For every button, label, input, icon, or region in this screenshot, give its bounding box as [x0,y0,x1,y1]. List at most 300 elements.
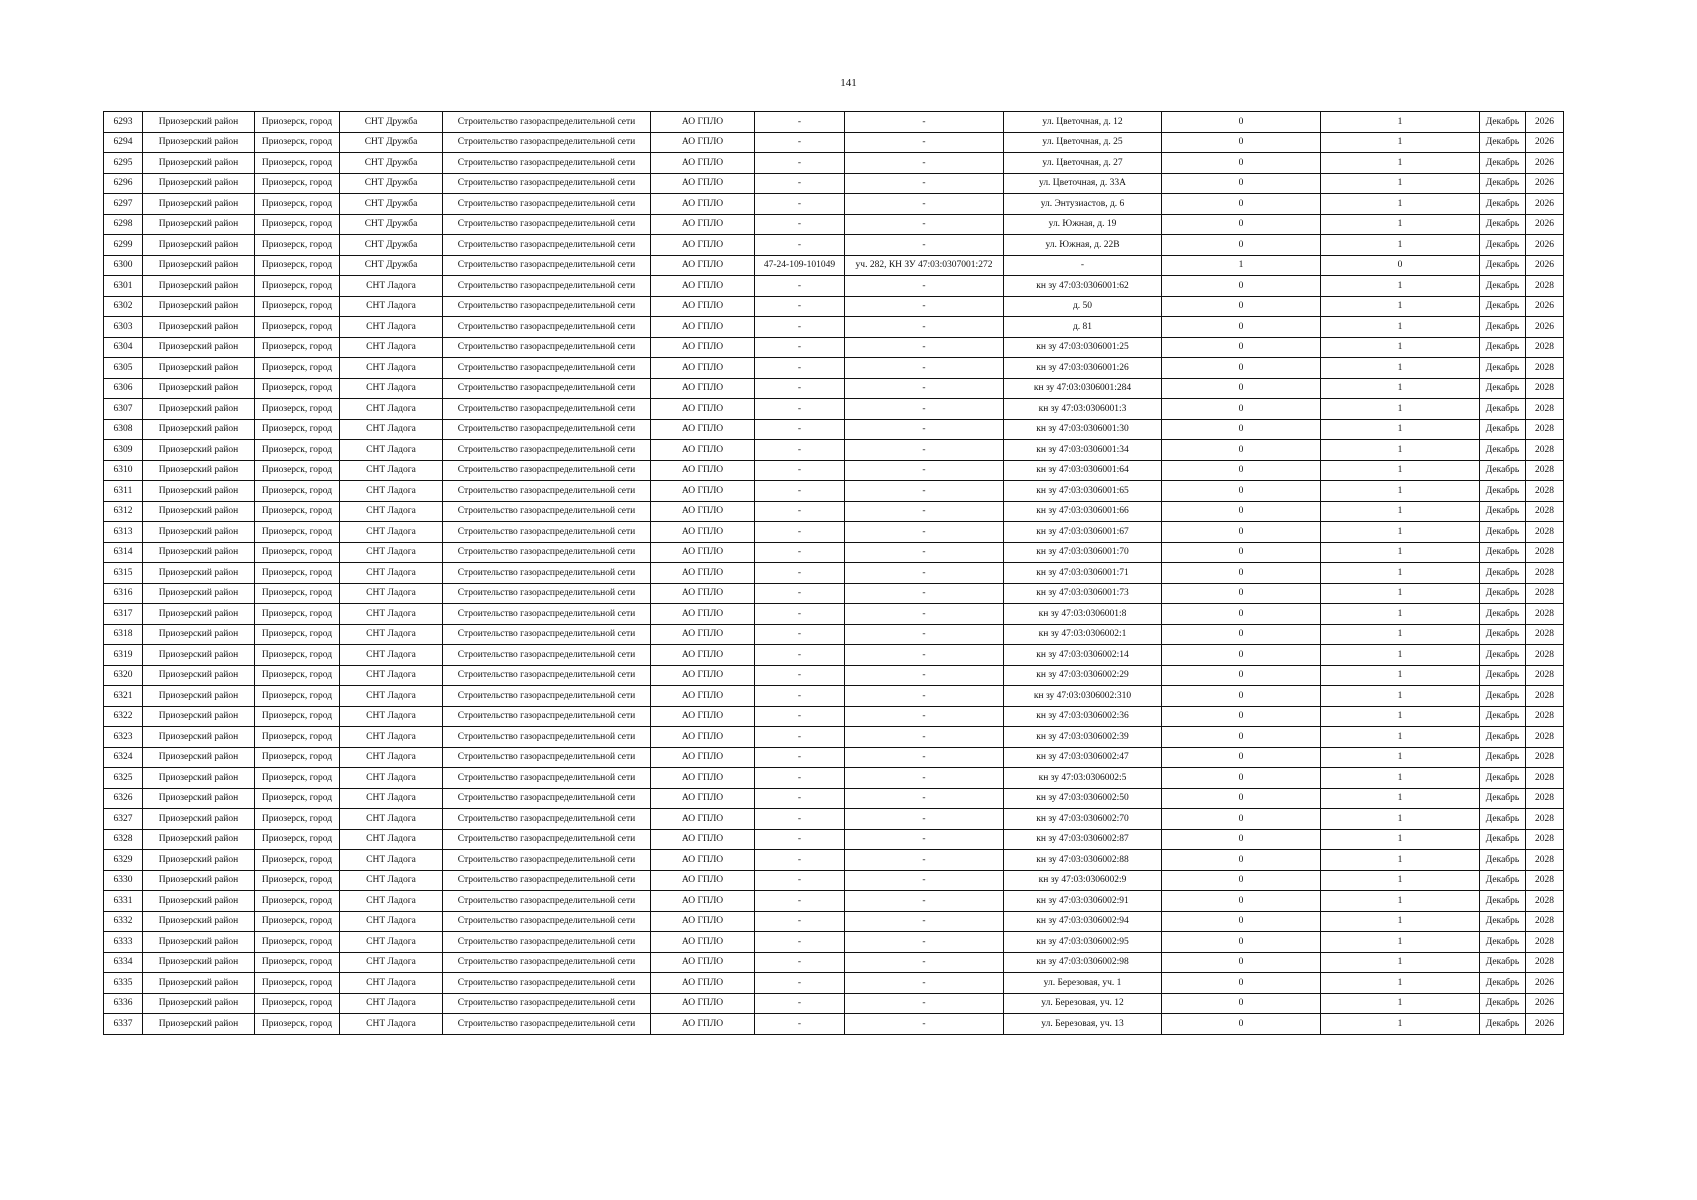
organization-cell: АО ГПЛО [651,317,755,338]
snt-cell: СНТ Ладога [340,809,443,830]
count-a-cell: 0 [1162,727,1321,748]
year-cell: 2026 [1526,235,1564,256]
row-number-cell: 6321 [104,686,143,707]
count-b-cell: 1 [1321,891,1480,912]
snt-cell: СНТ Ладога [340,604,443,625]
snt-cell: СНТ Ладога [340,440,443,461]
month-cell: Декабрь [1480,583,1526,604]
table-row [104,542,1564,563]
application-number-cell: - [755,296,845,317]
settlement-cell: Приозерск, город [255,706,340,727]
settlement-cell: Приозерск, город [255,870,340,891]
application-number-cell: - [755,112,845,133]
count-b-cell: 1 [1321,624,1480,645]
count-b-cell: 1 [1321,460,1480,481]
organization-cell: АО ГПЛО [651,563,755,584]
month-cell: Декабрь [1480,214,1526,235]
table-row [104,870,1564,891]
organization-cell: АО ГПЛО [651,829,755,850]
row-number-cell: 6318 [104,624,143,645]
month-cell: Декабрь [1480,1014,1526,1035]
row-number-cell: 6303 [104,317,143,338]
snt-cell: СНТ Дружба [340,235,443,256]
application-number-cell: - [755,911,845,932]
month-cell: Декабрь [1480,850,1526,871]
district-cell: Приозерский район [143,665,255,686]
year-cell: 2028 [1526,727,1564,748]
row-number-cell: 6336 [104,993,143,1014]
snt-cell: СНТ Ладога [340,624,443,645]
year-cell: 2028 [1526,809,1564,830]
snt-cell: СНТ Ладога [340,563,443,584]
district-cell: Приозерский район [143,522,255,543]
snt-cell: СНТ Ладога [340,891,443,912]
application-number-cell: - [755,542,845,563]
count-b-cell: 1 [1321,337,1480,358]
count-a-cell: 0 [1162,870,1321,891]
cadastral-cell: - [845,194,1004,215]
count-b-cell: 1 [1321,686,1480,707]
count-a-cell: 0 [1162,419,1321,440]
application-number-cell: - [755,153,845,174]
address-cell: кн зу 47:03:0306002:70 [1004,809,1162,830]
address-cell: кн зу 47:03:0306001:64 [1004,460,1162,481]
year-cell: 2028 [1526,542,1564,563]
month-cell: Декабрь [1480,542,1526,563]
district-cell: Приозерский район [143,973,255,994]
snt-cell: СНТ Ладога [340,768,443,789]
table-row [104,993,1564,1014]
count-a-cell: 0 [1162,932,1321,953]
application-number-cell: - [755,173,845,194]
cadastral-cell: - [845,419,1004,440]
address-cell: кн зу 47:03:0306001:65 [1004,481,1162,502]
year-cell: 2026 [1526,973,1564,994]
month-cell: Декабрь [1480,645,1526,666]
application-number-cell: - [755,624,845,645]
work-type-cell: Строительство газораспределительной сети [443,952,651,973]
district-cell: Приозерский район [143,993,255,1014]
organization-cell: АО ГПЛО [651,460,755,481]
organization-cell: АО ГПЛО [651,706,755,727]
settlement-cell: Приозерск, город [255,829,340,850]
settlement-cell: Приозерск, город [255,973,340,994]
work-type-cell: Строительство газораспределительной сети [443,727,651,748]
table-row [104,522,1564,543]
district-cell: Приозерский район [143,768,255,789]
cadastral-cell: - [845,973,1004,994]
row-number-cell: 6317 [104,604,143,625]
work-type-cell: Строительство газораспределительной сети [443,768,651,789]
organization-cell: АО ГПЛО [651,583,755,604]
district-cell: Приозерский район [143,214,255,235]
application-number-cell: - [755,132,845,153]
organization-cell: АО ГПЛО [651,686,755,707]
application-number-cell: - [755,809,845,830]
cadastral-cell: - [845,440,1004,461]
month-cell: Декабрь [1480,440,1526,461]
organization-cell: АО ГПЛО [651,481,755,502]
year-cell: 2028 [1526,358,1564,379]
cadastral-cell: - [845,952,1004,973]
cadastral-cell: - [845,317,1004,338]
application-number-cell: - [755,788,845,809]
district-cell: Приозерский район [143,440,255,461]
snt-cell: СНТ Дружба [340,194,443,215]
cadastral-cell: - [845,214,1004,235]
settlement-cell: Приозерск, город [255,809,340,830]
cadastral-cell: - [845,809,1004,830]
count-a-cell: 0 [1162,132,1321,153]
count-a-cell: 0 [1162,153,1321,174]
settlement-cell: Приозерск, город [255,645,340,666]
cadastral-cell: - [845,542,1004,563]
count-a-cell: 0 [1162,296,1321,317]
district-cell: Приозерский район [143,194,255,215]
month-cell: Декабрь [1480,153,1526,174]
work-type-cell: Строительство газораспределительной сети [443,542,651,563]
settlement-cell: Приозерск, город [255,214,340,235]
address-cell: кн зу 47:03:0306002:1 [1004,624,1162,645]
snt-cell: СНТ Ладога [340,1014,443,1035]
organization-cell: АО ГПЛО [651,173,755,194]
count-a-cell: 0 [1162,542,1321,563]
year-cell: 2028 [1526,768,1564,789]
application-number-cell: - [755,645,845,666]
address-cell: ул. Энтузиастов, д. 6 [1004,194,1162,215]
month-cell: Декабрь [1480,255,1526,276]
count-b-cell: 1 [1321,522,1480,543]
cadastral-cell: - [845,645,1004,666]
month-cell: Декабрь [1480,358,1526,379]
row-number-cell: 6293 [104,112,143,133]
district-cell: Приозерский район [143,727,255,748]
work-type-cell: Строительство газораспределительной сети [443,1014,651,1035]
district-cell: Приозерский район [143,399,255,420]
table-row [104,829,1564,850]
count-a-cell: 0 [1162,973,1321,994]
year-cell: 2028 [1526,850,1564,871]
year-cell: 2028 [1526,522,1564,543]
month-cell: Декабрь [1480,870,1526,891]
table-row [104,952,1564,973]
count-b-cell: 1 [1321,645,1480,666]
application-number-cell: - [755,440,845,461]
snt-cell: СНТ Ладога [340,522,443,543]
work-type-cell: Строительство газораспределительной сети [443,255,651,276]
address-cell: кн зу 47:03:0306001:26 [1004,358,1162,379]
snt-cell: СНТ Ладога [340,747,443,768]
count-a-cell: 0 [1162,624,1321,645]
table-row [104,788,1564,809]
district-cell: Приозерский район [143,604,255,625]
cadastral-cell: - [845,850,1004,871]
month-cell: Декабрь [1480,132,1526,153]
count-a-cell: 0 [1162,440,1321,461]
district-cell: Приозерский район [143,337,255,358]
count-a-cell: 0 [1162,481,1321,502]
address-cell: кн зу 47:03:0306002:9 [1004,870,1162,891]
cadastral-cell: - [845,870,1004,891]
work-type-cell: Строительство газораспределительной сети [443,132,651,153]
count-a-cell: 0 [1162,747,1321,768]
settlement-cell: Приозерск, город [255,522,340,543]
organization-cell: АО ГПЛО [651,973,755,994]
table-row [104,235,1564,256]
organization-cell: АО ГПЛО [651,214,755,235]
table-row [104,358,1564,379]
organization-cell: АО ГПЛО [651,850,755,871]
count-a-cell: 0 [1162,358,1321,379]
cadastral-cell: - [845,358,1004,379]
month-cell: Декабрь [1480,481,1526,502]
district-cell: Приозерский район [143,481,255,502]
work-type-cell: Строительство газораспределительной сети [443,829,651,850]
settlement-cell: Приозерск, город [255,317,340,338]
month-cell: Декабрь [1480,604,1526,625]
year-cell: 2028 [1526,378,1564,399]
settlement-cell: Приозерск, город [255,419,340,440]
organization-cell: АО ГПЛО [651,870,755,891]
settlement-cell: Приозерск, город [255,768,340,789]
district-cell: Приозерский район [143,501,255,522]
month-cell: Декабрь [1480,932,1526,953]
district-cell: Приозерский район [143,132,255,153]
count-a-cell: 0 [1162,891,1321,912]
month-cell: Декабрь [1480,419,1526,440]
settlement-cell: Приозерск, город [255,563,340,584]
table-row [104,973,1564,994]
application-number-cell: - [755,829,845,850]
organization-cell: АО ГПЛО [651,1014,755,1035]
cadastral-cell: - [845,522,1004,543]
year-cell: 2028 [1526,337,1564,358]
table-row [104,850,1564,871]
table-row [104,194,1564,215]
count-a-cell: 0 [1162,706,1321,727]
row-number-cell: 6310 [104,460,143,481]
application-number-cell: - [755,870,845,891]
settlement-cell: Приозерск, город [255,501,340,522]
work-type-cell: Строительство газораспределительной сети [443,358,651,379]
count-b-cell: 1 [1321,973,1480,994]
count-a-cell: 0 [1162,214,1321,235]
organization-cell: АО ГПЛО [651,993,755,1014]
address-cell: ул. Южная, д. 22В [1004,235,1162,256]
count-b-cell: 1 [1321,235,1480,256]
count-b-cell: 1 [1321,378,1480,399]
count-a-cell: 0 [1162,665,1321,686]
count-b-cell: 1 [1321,214,1480,235]
organization-cell: АО ГПЛО [651,522,755,543]
district-cell: Приозерский район [143,276,255,297]
work-type-cell: Строительство газораспределительной сети [443,788,651,809]
count-b-cell: 1 [1321,440,1480,461]
application-number-cell: - [755,1014,845,1035]
district-cell: Приозерский район [143,378,255,399]
count-b-cell: 1 [1321,153,1480,174]
snt-cell: СНТ Ладога [340,932,443,953]
count-b-cell: 1 [1321,870,1480,891]
district-cell: Приозерский район [143,358,255,379]
cadastral-cell: - [845,337,1004,358]
district-cell: Приозерский район [143,891,255,912]
address-cell: д. 81 [1004,317,1162,338]
year-cell: 2026 [1526,296,1564,317]
row-number-cell: 6314 [104,542,143,563]
count-a-cell: 0 [1162,112,1321,133]
application-number-cell: - [755,563,845,584]
row-number-cell: 6296 [104,173,143,194]
work-type-cell: Строительство газораспределительной сети [443,194,651,215]
district-cell: Приозерский район [143,173,255,194]
cadastral-cell: - [845,173,1004,194]
count-a-cell: 0 [1162,337,1321,358]
count-b-cell: 1 [1321,727,1480,748]
settlement-cell: Приозерск, город [255,665,340,686]
count-b-cell: 1 [1321,809,1480,830]
application-number-cell: - [755,850,845,871]
work-type-cell: Строительство газораспределительной сети [443,214,651,235]
year-cell: 2026 [1526,132,1564,153]
application-number-cell: - [755,460,845,481]
cadastral-cell: - [845,583,1004,604]
work-type-cell: Строительство газораспределительной сети [443,481,651,502]
row-number-cell: 6331 [104,891,143,912]
settlement-cell: Приозерск, город [255,481,340,502]
count-b-cell: 1 [1321,194,1480,215]
organization-cell: АО ГПЛО [651,255,755,276]
month-cell: Декабрь [1480,112,1526,133]
application-number-cell: - [755,235,845,256]
address-cell: д. 50 [1004,296,1162,317]
settlement-cell: Приозерск, город [255,132,340,153]
count-b-cell: 1 [1321,419,1480,440]
count-a-cell: 0 [1162,501,1321,522]
year-cell: 2026 [1526,173,1564,194]
count-b-cell: 1 [1321,911,1480,932]
cadastral-cell: - [845,112,1004,133]
settlement-cell: Приозерск, город [255,727,340,748]
district-cell: Приозерский район [143,706,255,727]
address-cell: кн зу 47:03:0306002:50 [1004,788,1162,809]
count-a-cell: 0 [1162,522,1321,543]
organization-cell: АО ГПЛО [651,501,755,522]
address-cell: кн зу 47:03:0306001:25 [1004,337,1162,358]
district-cell: Приозерский район [143,624,255,645]
cadastral-cell: - [845,563,1004,584]
snt-cell: СНТ Ладога [340,419,443,440]
year-cell: 2028 [1526,665,1564,686]
work-type-cell: Строительство газораспределительной сети [443,870,651,891]
application-number-cell: - [755,481,845,502]
settlement-cell: Приозерск, город [255,235,340,256]
application-number-cell: - [755,583,845,604]
work-type-cell: Строительство газораспределительной сети [443,686,651,707]
settlement-cell: Приозерск, город [255,460,340,481]
district-cell: Приозерский район [143,563,255,584]
row-number-cell: 6297 [104,194,143,215]
organization-cell: АО ГПЛО [651,132,755,153]
table-row [104,399,1564,420]
application-number-cell: - [755,378,845,399]
settlement-cell: Приозерск, город [255,399,340,420]
snt-cell: СНТ Дружба [340,255,443,276]
month-cell: Декабрь [1480,194,1526,215]
snt-cell: СНТ Ладога [340,481,443,502]
settlement-cell: Приозерск, город [255,932,340,953]
year-cell: 2028 [1526,419,1564,440]
work-type-cell: Строительство газораспределительной сети [443,809,651,830]
work-type-cell: Строительство газораспределительной сети [443,747,651,768]
application-number-cell: - [755,317,845,338]
month-cell: Декабрь [1480,563,1526,584]
work-type-cell: Строительство газораспределительной сети [443,440,651,461]
organization-cell: АО ГПЛО [651,358,755,379]
district-cell: Приозерский район [143,542,255,563]
settlement-cell: Приозерск, город [255,686,340,707]
district-cell: Приозерский район [143,932,255,953]
address-cell: кн зу 47:03:0306001:70 [1004,542,1162,563]
district-cell: Приозерский район [143,850,255,871]
table-row [104,276,1564,297]
work-type-cell: Строительство газораспределительной сети [443,563,651,584]
cadastral-cell: - [845,235,1004,256]
row-number-cell: 6294 [104,132,143,153]
work-type-cell: Строительство газораспределительной сети [443,378,651,399]
district-cell: Приозерский район [143,153,255,174]
table-row [104,645,1564,666]
snt-cell: СНТ Ладога [340,645,443,666]
year-cell: 2028 [1526,563,1564,584]
work-type-cell: Строительство газораспределительной сети [443,624,651,645]
count-a-cell: 0 [1162,173,1321,194]
cadastral-cell: - [845,829,1004,850]
work-type-cell: Строительство газораспределительной сети [443,932,651,953]
address-cell: кн зу 47:03:0306002:47 [1004,747,1162,768]
application-number-cell: - [755,337,845,358]
month-cell: Декабрь [1480,891,1526,912]
address-cell: кн зу 47:03:0306002:98 [1004,952,1162,973]
table-row [104,173,1564,194]
organization-cell: АО ГПЛО [651,665,755,686]
table-row [104,747,1564,768]
work-type-cell: Строительство газораспределительной сети [443,665,651,686]
table-row [104,932,1564,953]
cadastral-cell: - [845,932,1004,953]
work-type-cell: Строительство газораспределительной сети [443,276,651,297]
address-cell: ул. Березовая, уч. 1 [1004,973,1162,994]
row-number-cell: 6322 [104,706,143,727]
cadastral-cell: - [845,911,1004,932]
count-a-cell: 0 [1162,809,1321,830]
table-row [104,132,1564,153]
count-b-cell: 1 [1321,563,1480,584]
table-row [104,624,1564,645]
year-cell: 2028 [1526,788,1564,809]
year-cell: 2028 [1526,706,1564,727]
district-cell: Приозерский район [143,645,255,666]
address-cell: - [1004,255,1162,276]
row-number-cell: 6328 [104,829,143,850]
district-cell: Приозерский район [143,686,255,707]
settlement-cell: Приозерск, город [255,542,340,563]
count-a-cell: 0 [1162,317,1321,338]
month-cell: Декабрь [1480,378,1526,399]
application-number-cell: - [755,276,845,297]
year-cell: 2028 [1526,276,1564,297]
snt-cell: СНТ Ладога [340,358,443,379]
